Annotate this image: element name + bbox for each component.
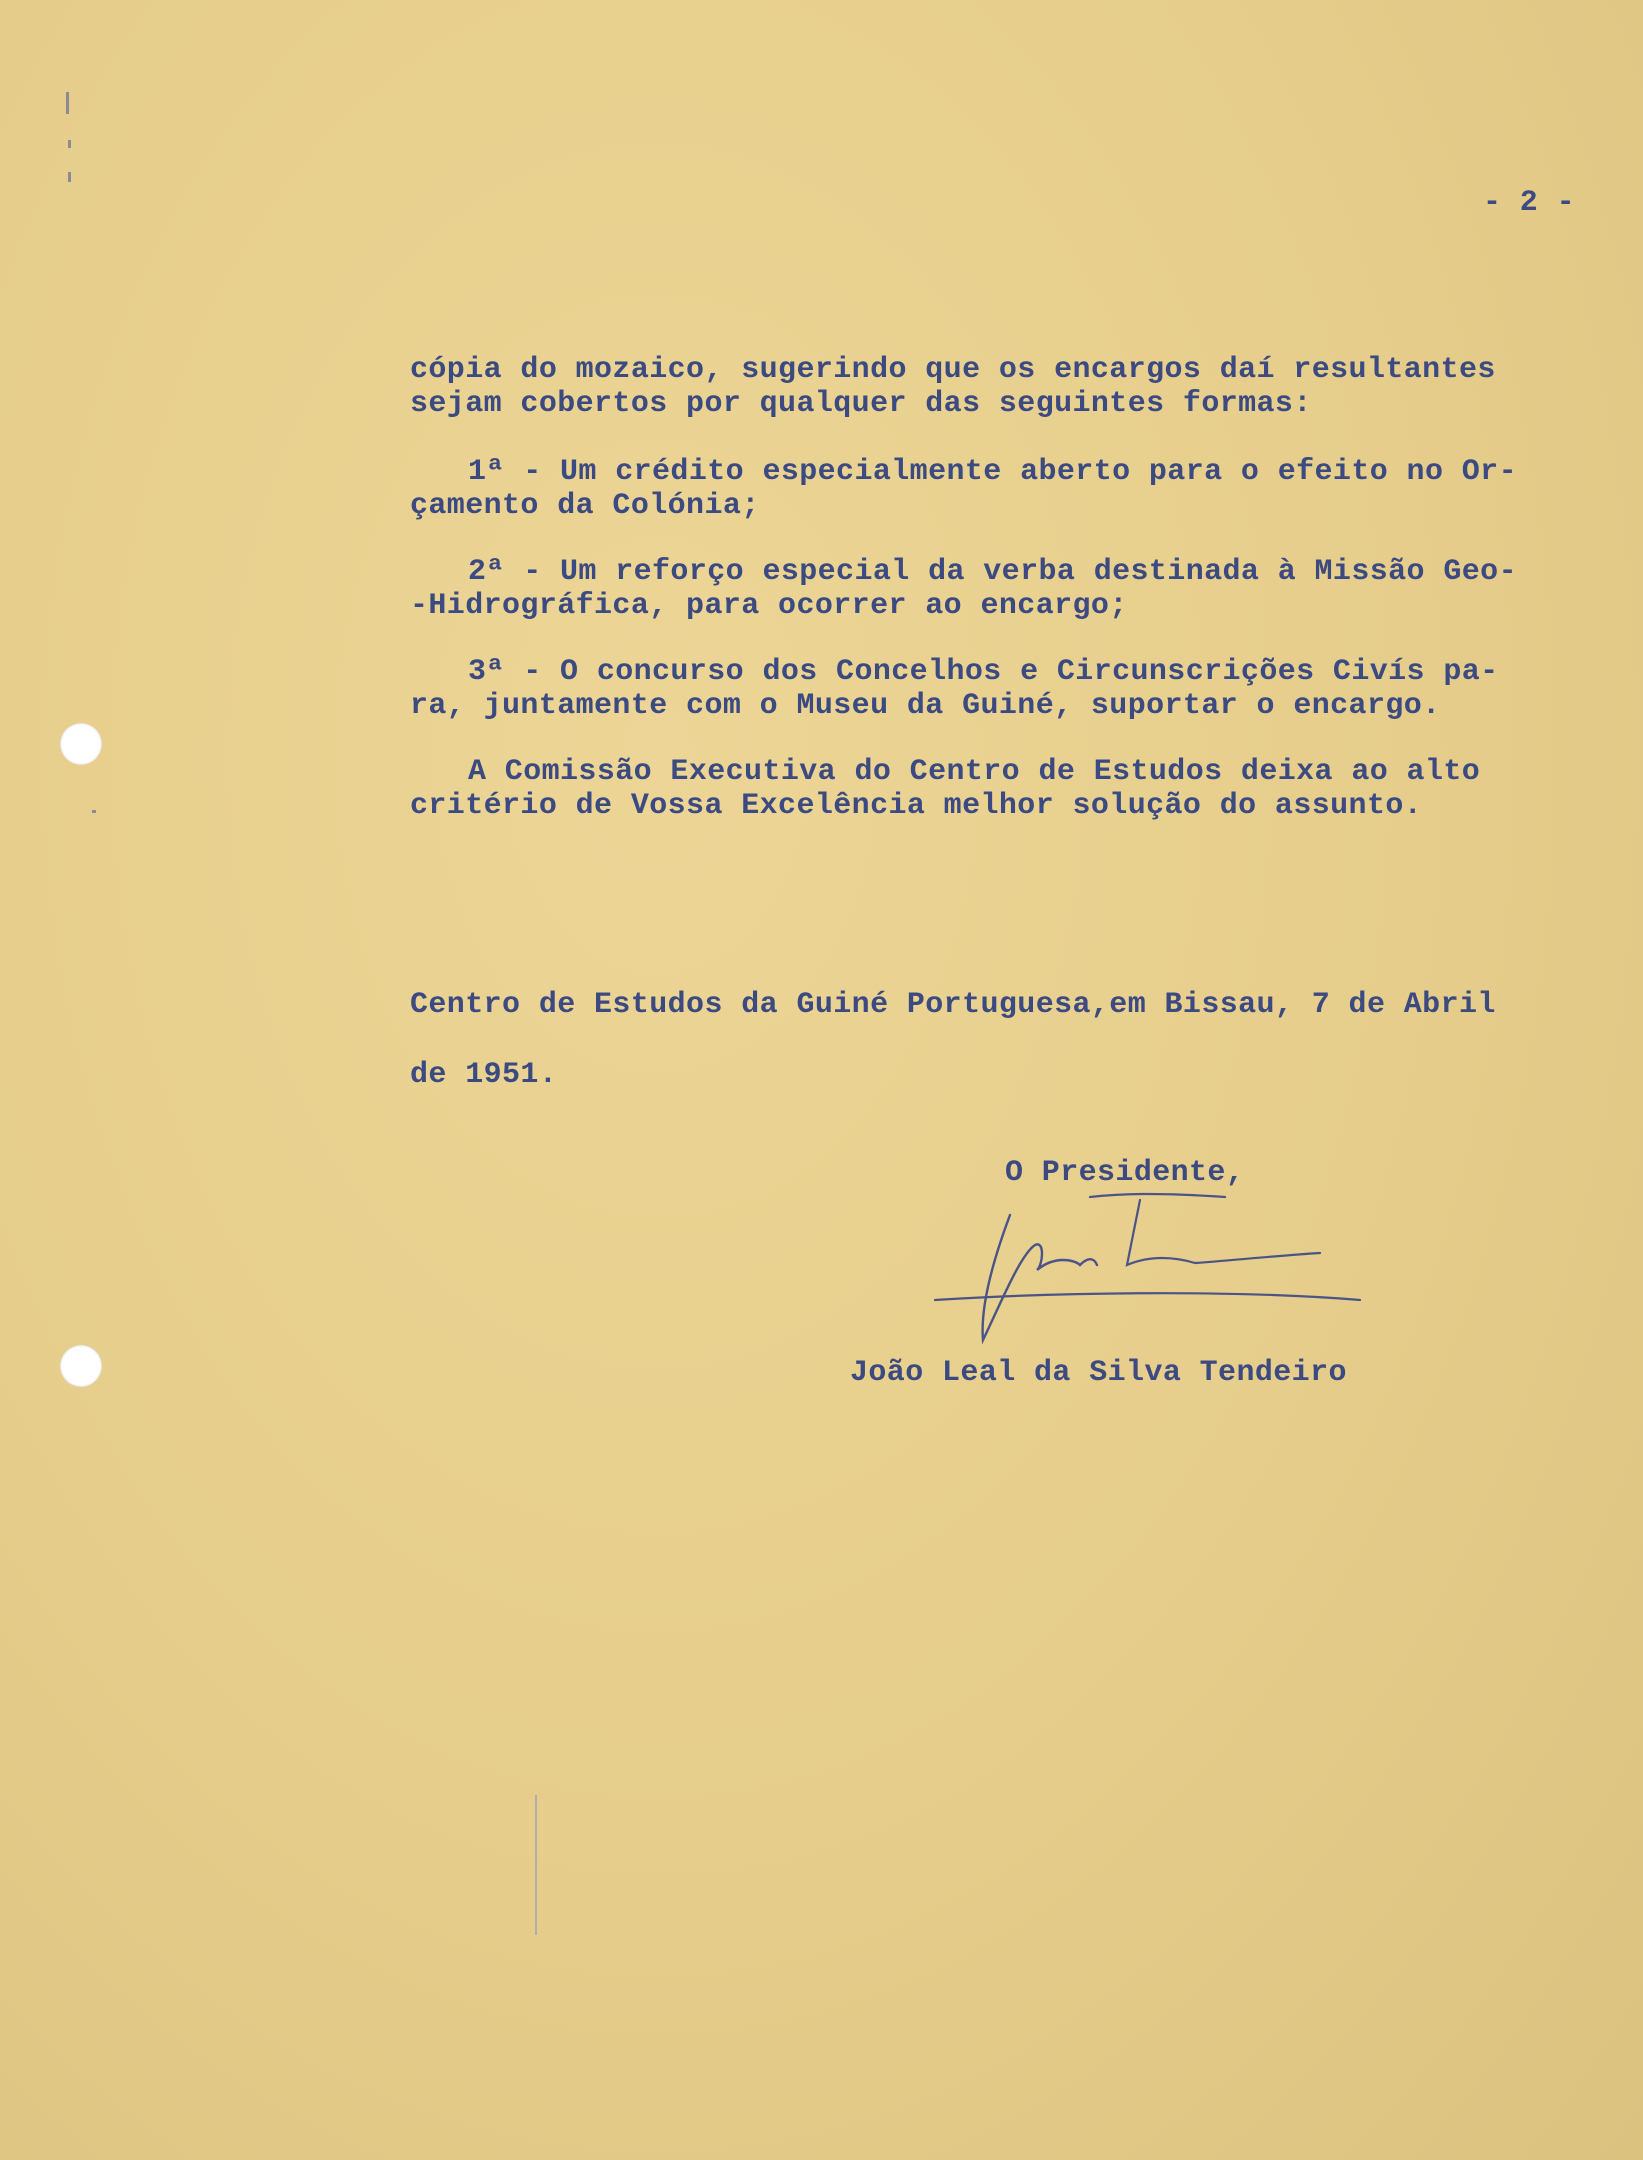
- option-line: -Hidrográfica, para ocorrer ao encargo;: [410, 589, 1128, 623]
- punch-hole-bottom: [60, 1345, 102, 1387]
- place-date-year: de 1951.: [410, 1058, 558, 1092]
- option-3-paragraph: [410, 655, 1610, 723]
- option-line: 3ª - O concurso dos Concelhos e Circunscrições Civís pa-: [468, 655, 1499, 689]
- edge-mark: [68, 172, 71, 182]
- signatory-name: João Leal da Silva Tendeiro: [850, 1356, 1347, 1390]
- fold-line: [535, 1795, 537, 1935]
- edge-mark: [68, 140, 71, 148]
- intro-line: sejam cobertos por qualquer das seguintes formas:: [410, 387, 1312, 421]
- handwritten-signature: [925, 1185, 1365, 1345]
- intro-paragraph: [410, 353, 1610, 421]
- option-line: 1ª - Um crédito especialmente aberto para o efeito no Or-: [468, 455, 1517, 489]
- option-line: çamento da Colónia;: [410, 489, 760, 523]
- option-line: 2ª - Um reforço especial da verba destinada à Missão Geo-: [468, 555, 1517, 589]
- option-1-paragraph: [410, 455, 1610, 523]
- edge-mark: [66, 92, 69, 114]
- edge-mark: [92, 810, 96, 813]
- intro-line: cópia do mozaico, sugerindo que os encargos daí resultantes: [410, 353, 1496, 387]
- signatory-title: O Presidente,: [1005, 1156, 1245, 1190]
- closing-line: critério de Vossa Excelência melhor solução do assunto.: [410, 789, 1423, 823]
- option-2-paragraph: [410, 555, 1610, 623]
- punch-hole-top: [60, 723, 102, 765]
- option-line: ra, juntamente com o Museu da Guiné, suportar o encargo.: [410, 689, 1441, 723]
- closing-paragraph: [410, 755, 1610, 823]
- page-number: - 2 -: [1483, 186, 1576, 220]
- place-date-line: Centro de Estudos da Guiné Portuguesa,em Bissau, 7 de Abril: [410, 988, 1496, 1022]
- closing-line: A Comissão Executiva do Centro de Estudos deixa ao alto: [468, 755, 1481, 789]
